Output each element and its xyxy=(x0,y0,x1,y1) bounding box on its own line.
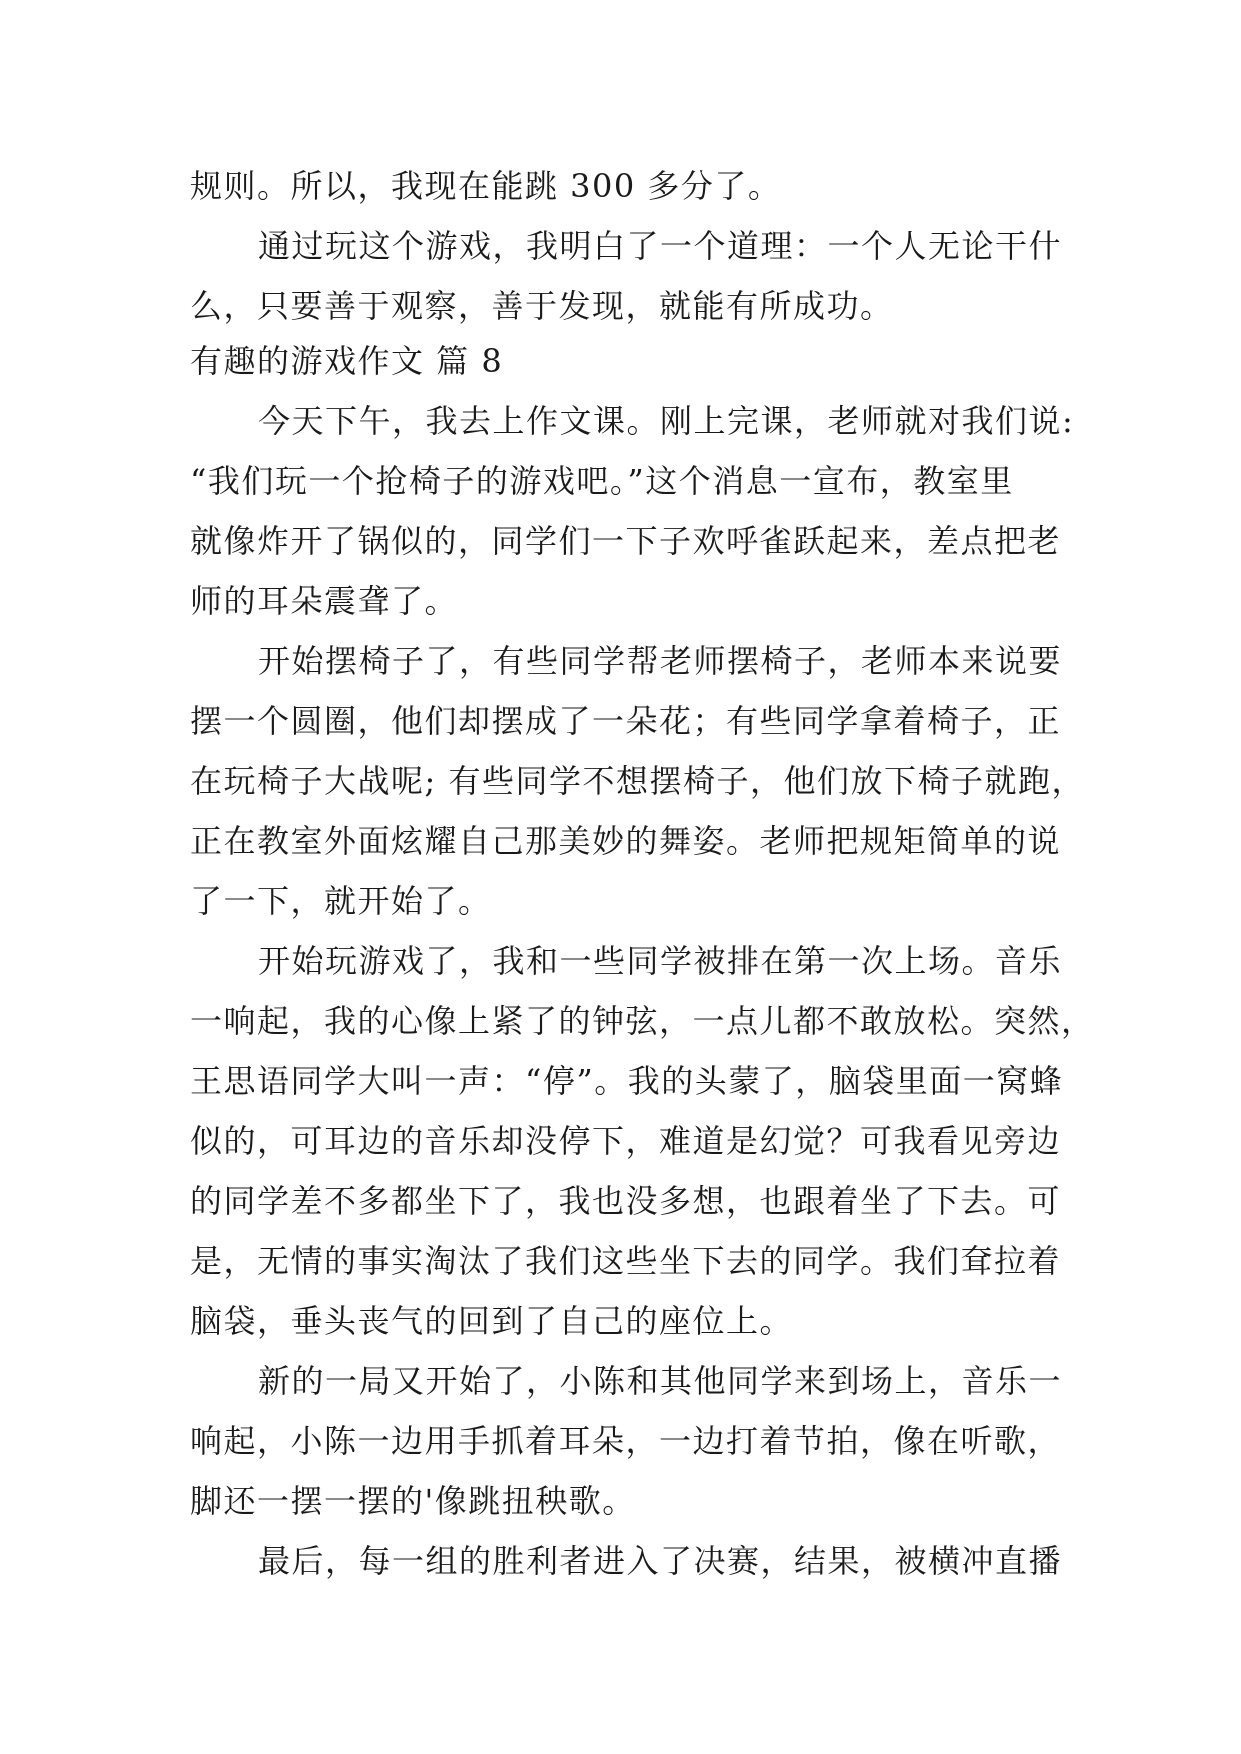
paragraph-start-line: 新的一局又开始了，小陈和其他同学来到场上，音乐一 xyxy=(258,1362,1063,1400)
paragraph-start-line: 通过玩这个游戏，我明白了一个道理：一个人无论干什 xyxy=(258,227,1063,265)
text-line: 一响起，我的心像上紧了的钟弦，一点儿都不敢放松。突然， xyxy=(190,1002,1095,1040)
text-line: 就像炸开了锅似的，同学们一下子欢呼雀跃起来，差点把老 xyxy=(190,522,1062,560)
paragraph-start-line: 今天下午，我去上作文课。刚上完课，老师就对我们说: xyxy=(258,402,1075,440)
text-line: 似的，可耳边的音乐却没停下，难道是幻觉？可我看见旁边 xyxy=(190,1122,1062,1160)
text-line: 了一下，就开始了。 xyxy=(190,882,492,920)
text-line: “我们玩一个抢椅子的游戏吧。”这个消息一宣布，教室里 xyxy=(190,462,1014,500)
text-line: 是，无情的事实淘汰了我们这些坐下去的同学。我们耷拉着 xyxy=(190,1242,1062,1280)
text-line: 师的耳朵震聋了。 xyxy=(190,582,459,620)
text-line: 么，只要善于观察，善于发现，就能有所成功。 xyxy=(190,287,894,325)
text-line: 在玩椅子大战呢; 有些同学不想摆椅子，他们放下椅子就跑， xyxy=(190,762,1085,800)
text-line: 王思语同学大叫一声：“停”。我的头蒙了，脑袋里面一窝蜂 xyxy=(190,1062,1064,1100)
text-line: 摆一个圆圈，他们却摆成了一朵花；有些同学拿着椅子，正 xyxy=(190,702,1062,740)
section-heading: 有趣的游戏作文 篇 8 xyxy=(190,342,504,380)
paragraph-start-line: 开始摆椅子了，有些同学帮老师摆椅子，老师本来说要 xyxy=(258,642,1063,680)
paragraph-start-line: 最后，每一组的胜利者进入了决赛，结果，被横冲直播 xyxy=(258,1542,1063,1580)
text-line: 脚还一摆一摆的'像跳扭秧歌。 xyxy=(190,1482,636,1520)
text-line: 的同学差不多都坐下了，我也没多想，也跟着坐了下去。可 xyxy=(190,1182,1062,1220)
text-line: 响起，小陈一边用手抓着耳朵，一边打着节拍，像在听歌， xyxy=(190,1422,1062,1460)
text-line: 脑袋，垂头丧气的回到了自己的座位上。 xyxy=(190,1302,794,1340)
paragraph-start-line: 开始玩游戏了，我和一些同学被排在第一次上场。音乐 xyxy=(258,942,1063,980)
text-line: 正在教室外面炫耀自己那美妙的舞姿。老师把规矩简单的说 xyxy=(190,822,1062,860)
text-line: 规则。所以，我现在能跳 300 多分了。 xyxy=(190,167,782,205)
